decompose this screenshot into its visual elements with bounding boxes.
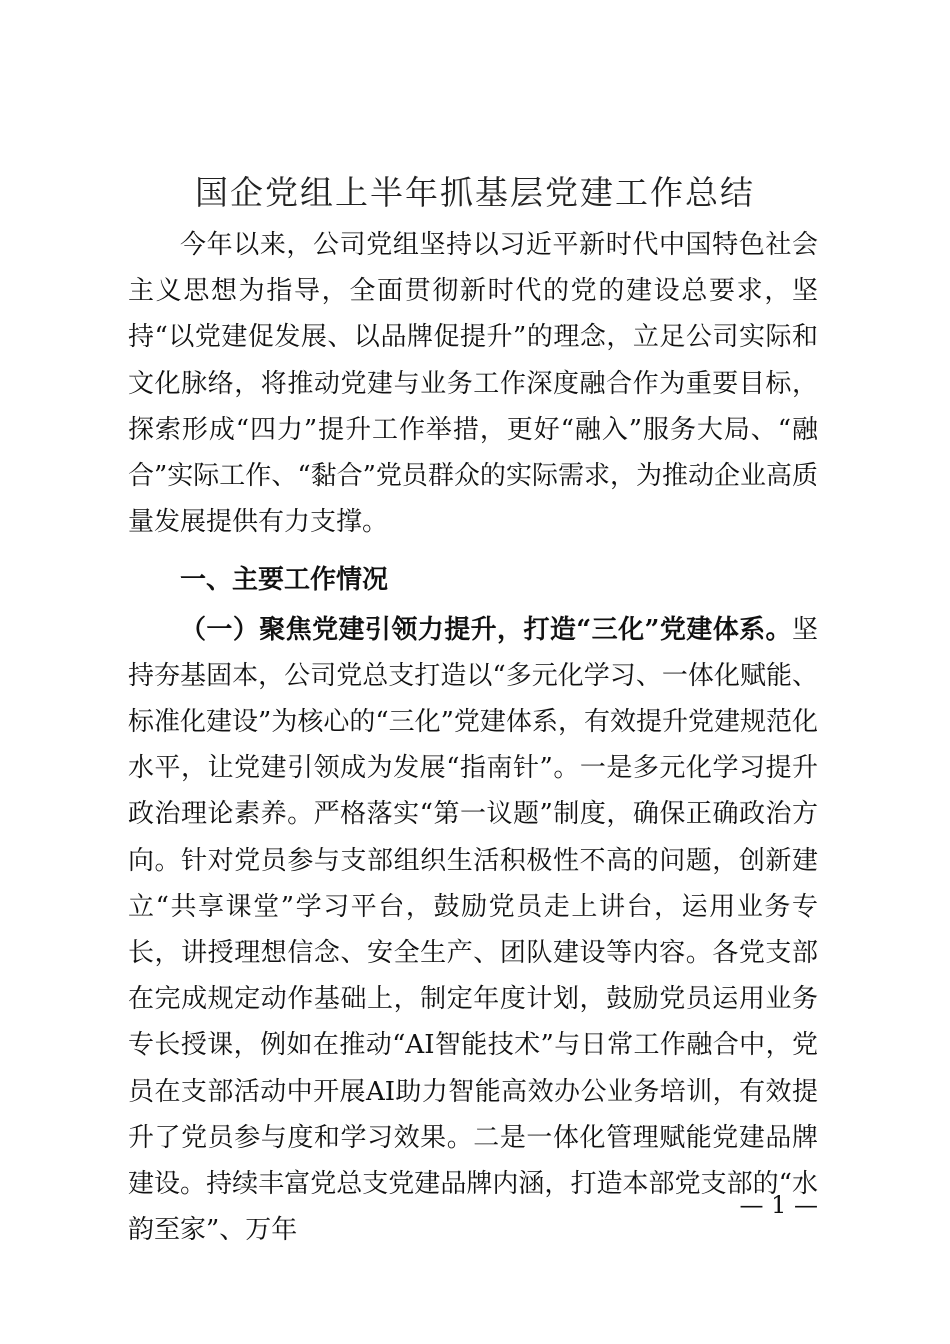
section-heading: 一、主要工作情况 [180,565,389,596]
subsection-heading: （一）聚焦党建引领力提升，打造“三化”党建体系。 [180,614,792,645]
subsection-body: 坚持夯基固本，公司党总支打造以“多元化学习、一体化赋能、标准化建设”为核心的“三化”党建体系，有效提升党建规范化水平，让党建引领成为发展“指南针”。一是多元化学习提升政治理论素养。严格落实“第一议题”制度，确保正确政治方向。针对党员参与支部组织生活积极性不高的问题，创新建立“共享课堂”学习平台，鼓励党员走上讲台，运用业务专长，讲授理想信念、安全生产、团队建设等内容。各党支部在完成规定动作基础上，制定年度计划，鼓励党员运用业务专长授课，例如在推动“AI智能技术”与日常工作融合中，党员在支部活动中开展AI助力智能高效办公业务培训，有效提升了党员参与度和学习效果。二是一体化管理赋能党建品牌建设。持续丰富党总支党建品牌内涵，打造本部党支部的“水韵至家”、万年 [128,614,818,1246]
document-body [128,222,818,1253]
intro-paragraph: 今年以来，公司党组坚持以习近平新时代中国特色社会主义思想为指导，全面贯彻新时代的党的建设总要求，坚持“以党建促发展、以品牌促提升”的理念，立足公司实际和文化脉络，将推动党建与业务工作深度融合作为重要目标，探索形成“四力”提升工作举措，更好“融入”服务大局、“融合”实际工作、“黏合”党员群众的实际需求，为推动企业高质量发展提供有力支撑。 [128,230,818,538]
page-number: — 1 — [739,1191,818,1219]
subsection-paragraph [128,607,818,1254]
document-title: 国企党组上半年抓基层党建工作总结 [195,173,755,212]
